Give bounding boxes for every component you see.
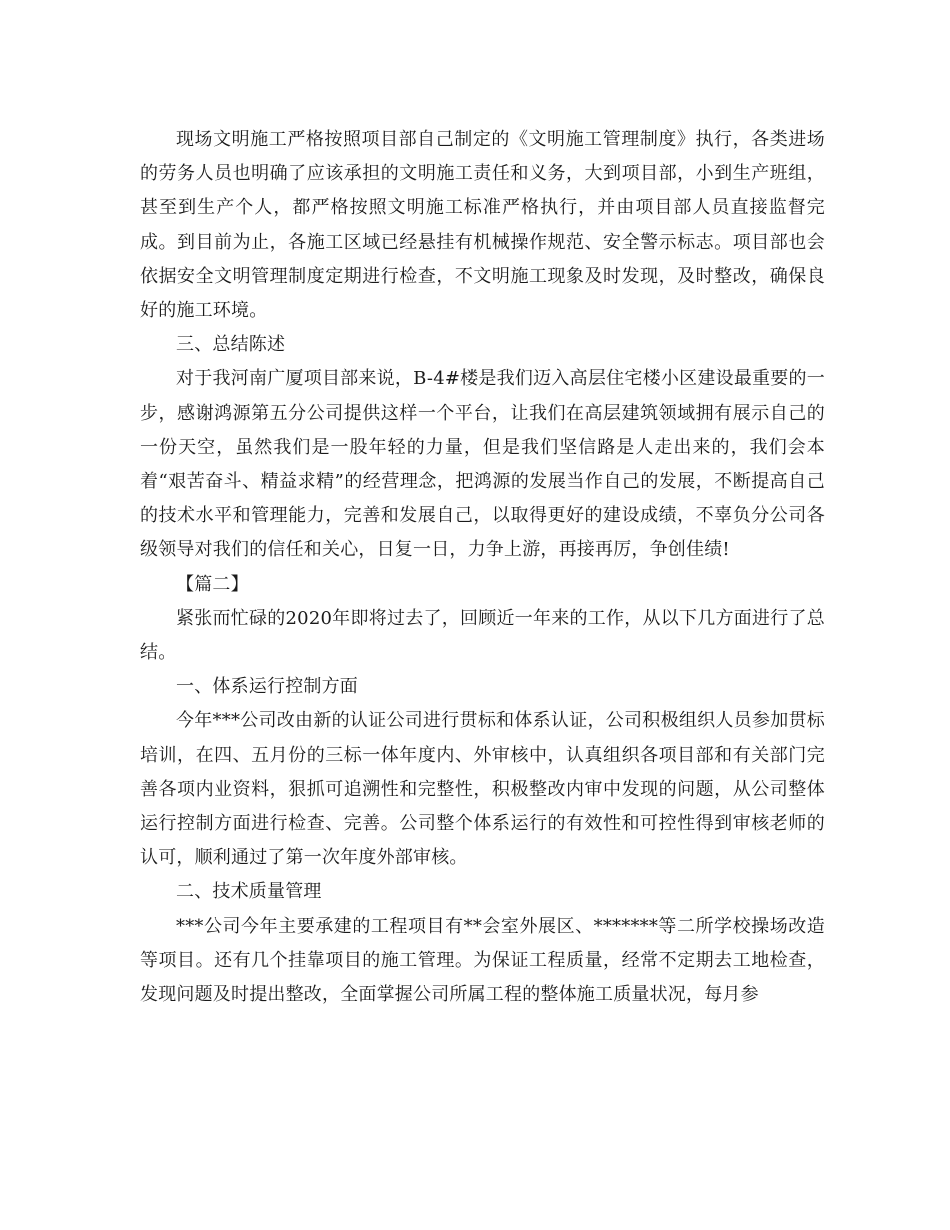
paragraph-summary: 对于我河南广厦项目部来说，B-4#楼是我们迈入高层住宅楼小区建设最重要的一步，感谢鸿源第五分公司提供这样一个平台，让我们在高层建筑领域拥有展示自己的一份天空，虽然我们是一股年轻的力量，但是我们坚信路是人走出来的，我们会本着“艰苦奋斗、精益求精”的经营理念，把鸿源的发展当作自己的发展，不断提高自己的技术水平和管理能力，完善和发展自己，以取得更好的建设成绩，不辜负分公司各级领导对我们的信任和关心，日复一日，力争上游，再接再厉，争创佳绩! bbox=[140, 368, 825, 561]
paragraph-system-control: 今年***公司改由新的认证公司进行贯标和体系认证，公司积极组织人员参加贯标培训，在四、五月份的三标一体年度内、外审核中，认真组织各项目部和有关部门完善各项内业资料，狠抓可追溯性和完整性，积极整改内审中发现的问题，从公司整体运行控制方面进行检查、完善。公司整个体系运行的有效性和可控性得到审核老师的认可，顺利通过了第一次年度外部审核。 bbox=[140, 710, 825, 869]
heading-system-control: 一、体系运行控制方面 bbox=[176, 676, 358, 698]
heading-summary: 三、总结陈述 bbox=[176, 334, 286, 356]
paragraph-quality-management: ***公司今年主要承建的工程项目有**会室外展区、*******等二所学校操场改造等项目。还有几个挂靠项目的施工管理。为保证工程质量，经常不定期去工地检查，发现问题及时提出整改，全面掌握公司所属工程的整体施工质量状况，每月参 bbox=[140, 915, 825, 1006]
heading-part-two: 【篇二】 bbox=[176, 573, 249, 595]
heading-quality-management: 二、技术质量管理 bbox=[176, 881, 322, 903]
paragraph-intro: 紧张而忙碌的2020年即将过去了，回顾近一年来的工作，从以下几方面进行了总结。 bbox=[140, 607, 825, 664]
paragraph-civilized-construction: 现场文明施工严格按照项目部自己制定的《文明施工管理制度》执行，各类进场的劳务人员也明确了应该承担的文明施工责任和义务，大到项目部，小到生产班组，甚至到生产个人，都严格按照文明施工标准严格执行，并由项目部人员直接监督完成。到目前为止，各施工区域已经悬挂有机械操作规范、安全警示标志。项目部也会依据安全文明管理制度定期进行检查，不文明施工现象及时发现，及时整改，确保良好的施工环境。 bbox=[140, 129, 825, 322]
document-body bbox=[140, 123, 825, 1012]
